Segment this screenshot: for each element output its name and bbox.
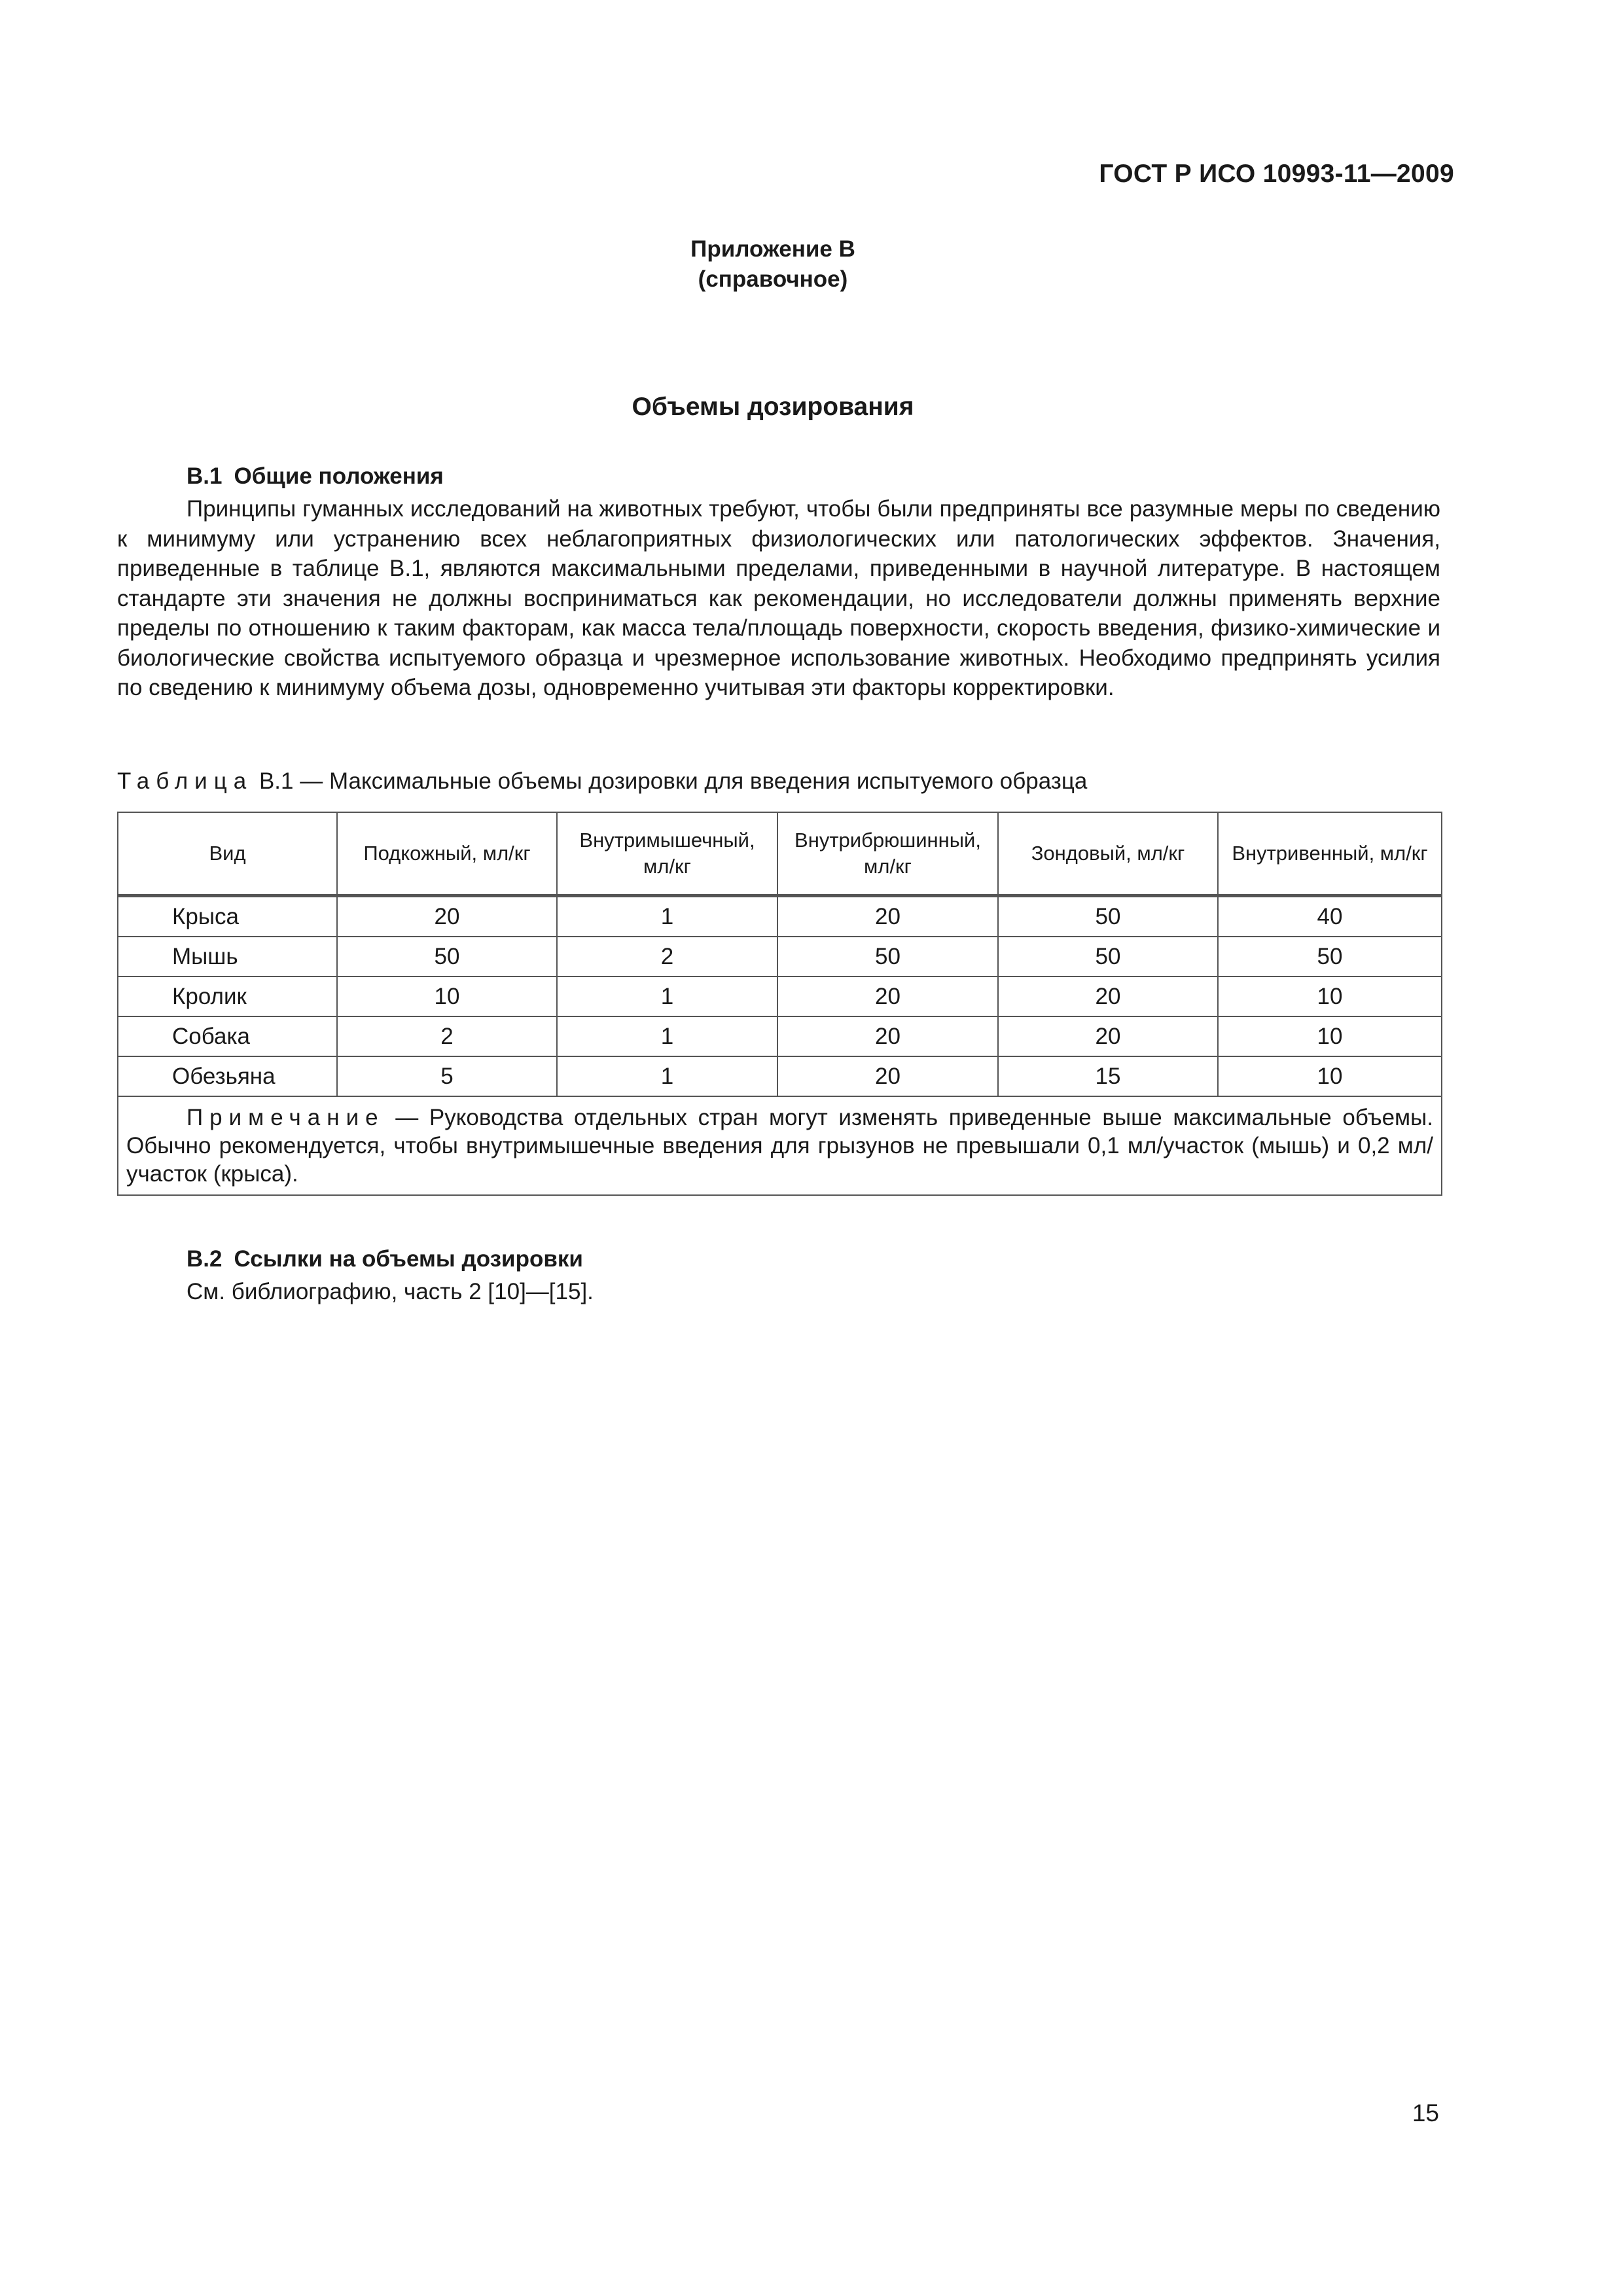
table-cell: 10: [1218, 1056, 1442, 1096]
table-row: [118, 896, 1442, 937]
table-header-row: [118, 812, 1442, 896]
column-header-subcutaneous: Подкожный, мл/кг: [337, 812, 557, 896]
section-b1-paragraph: Принципы гуманных исследований на животных требуют, чтобы были предприняты все разумные меры по сведению к минимуму или устранению всех неблагоприятных физиологических или патологических эффектов. Значения, приведенные в таблице В.1, являются максимальными пределами, приведенными в научной литературе. В настоящем стандарте эти значения не должны восприниматься как рекомендации, но исследователи должны применять верхние пределы по отношению к таким факторам, как масса тела/площадь поверхности, скорость введения, физико-химические и биологические свойства испытуемого образца и чрезмерное использование животных. Необходимо предпринять усилия по сведению к минимуму объема дозы, одновременно учитывая эти факторы корректировки.: [117, 496, 1440, 700]
appendix-title: Приложение В: [690, 236, 855, 262]
section-b2-number: В.2: [187, 1246, 223, 1272]
table-cell: 1: [557, 896, 777, 937]
column-header-species: Вид: [118, 812, 337, 896]
table-cell: 40: [1218, 896, 1442, 937]
table-cell: 20: [998, 1016, 1218, 1056]
column-header-intravenous: Внутривенный, мл/кг: [1218, 812, 1442, 896]
table-note-row: [118, 1096, 1442, 1195]
table-cell: 15: [998, 1056, 1218, 1096]
table-cell: 20: [998, 977, 1218, 1016]
section-b2-heading: [187, 1246, 583, 1272]
main-title: Объемы дозирования: [632, 393, 914, 421]
table-cell: 2: [557, 937, 777, 977]
column-header-intramuscular: Внутримышечный, мл/кг: [557, 812, 777, 896]
section-b1-heading: [187, 463, 444, 490]
section-b2-title: Ссылки на объемы дозировки: [234, 1246, 583, 1272]
table-row: [118, 937, 1442, 977]
appendix-heading: [0, 234, 1546, 295]
table-cell-species: Мышь: [118, 937, 337, 977]
table-cell-species: Собака: [118, 1016, 337, 1056]
table-cell: 1: [557, 977, 777, 1016]
table-cell: 50: [777, 937, 998, 977]
table-cell: 10: [1218, 977, 1442, 1016]
table-note: [118, 1096, 1442, 1195]
table-cell: 20: [777, 896, 998, 937]
table-cell: 20: [777, 1056, 998, 1096]
table-row: [118, 1016, 1442, 1056]
table-cell: 1: [557, 1056, 777, 1096]
column-header-intraperitoneal: Внутрибрюшинный, мл/кг: [777, 812, 998, 896]
section-b1-title: Общие положения: [234, 463, 444, 489]
table-cell-species: Обезьяна: [118, 1056, 337, 1096]
page-number: 15: [1412, 2100, 1439, 2126]
table-cell: 1: [557, 1016, 777, 1056]
table-cell-species: Крыса: [118, 896, 337, 937]
document-code: ГОСТ Р ИСО 10993-11—2009: [1099, 160, 1454, 188]
table-caption-text: В.1 — Максимальные объемы дозировки для введения испытуемого образца: [253, 768, 1088, 794]
table-cell: 20: [337, 896, 557, 937]
table-caption-label: Таблица: [117, 768, 253, 794]
dose-volume-table: [117, 812, 1442, 1196]
table-cell-species: Кролик: [118, 977, 337, 1016]
table-cell: 50: [998, 937, 1218, 977]
appendix-subtitle: (справочное): [698, 266, 848, 292]
column-header-gavage: Зондовый, мл/кг: [998, 812, 1218, 896]
table-cell: 5: [337, 1056, 557, 1096]
table-cell: 2: [337, 1016, 557, 1056]
table-cell: 10: [337, 977, 557, 1016]
section-b2-paragraph: См. библиографию, часть 2 [10]—[15].: [187, 1279, 594, 1304]
table-cell: 50: [337, 937, 557, 977]
table-cell: 50: [1218, 937, 1442, 977]
section-b1-number: В.1: [187, 463, 223, 489]
table-cell: 20: [777, 977, 998, 1016]
table-row: [118, 977, 1442, 1016]
table-note-label: Примечание: [187, 1105, 385, 1130]
table-cell: 20: [777, 1016, 998, 1056]
table-note-text: — Руководства отдельных стран могут изменять приведенные выше максимальные объемы. Обычно рекомендуется, чтобы внутримышечные введения для грызунов не превышали 0,1 мл/участок (мышь) и 0,2 мл/участок (крыса).: [126, 1105, 1433, 1187]
table-row: [118, 1056, 1442, 1096]
table-cell: 10: [1218, 1016, 1442, 1056]
table-cell: 50: [998, 896, 1218, 937]
table-caption: [117, 768, 1087, 795]
